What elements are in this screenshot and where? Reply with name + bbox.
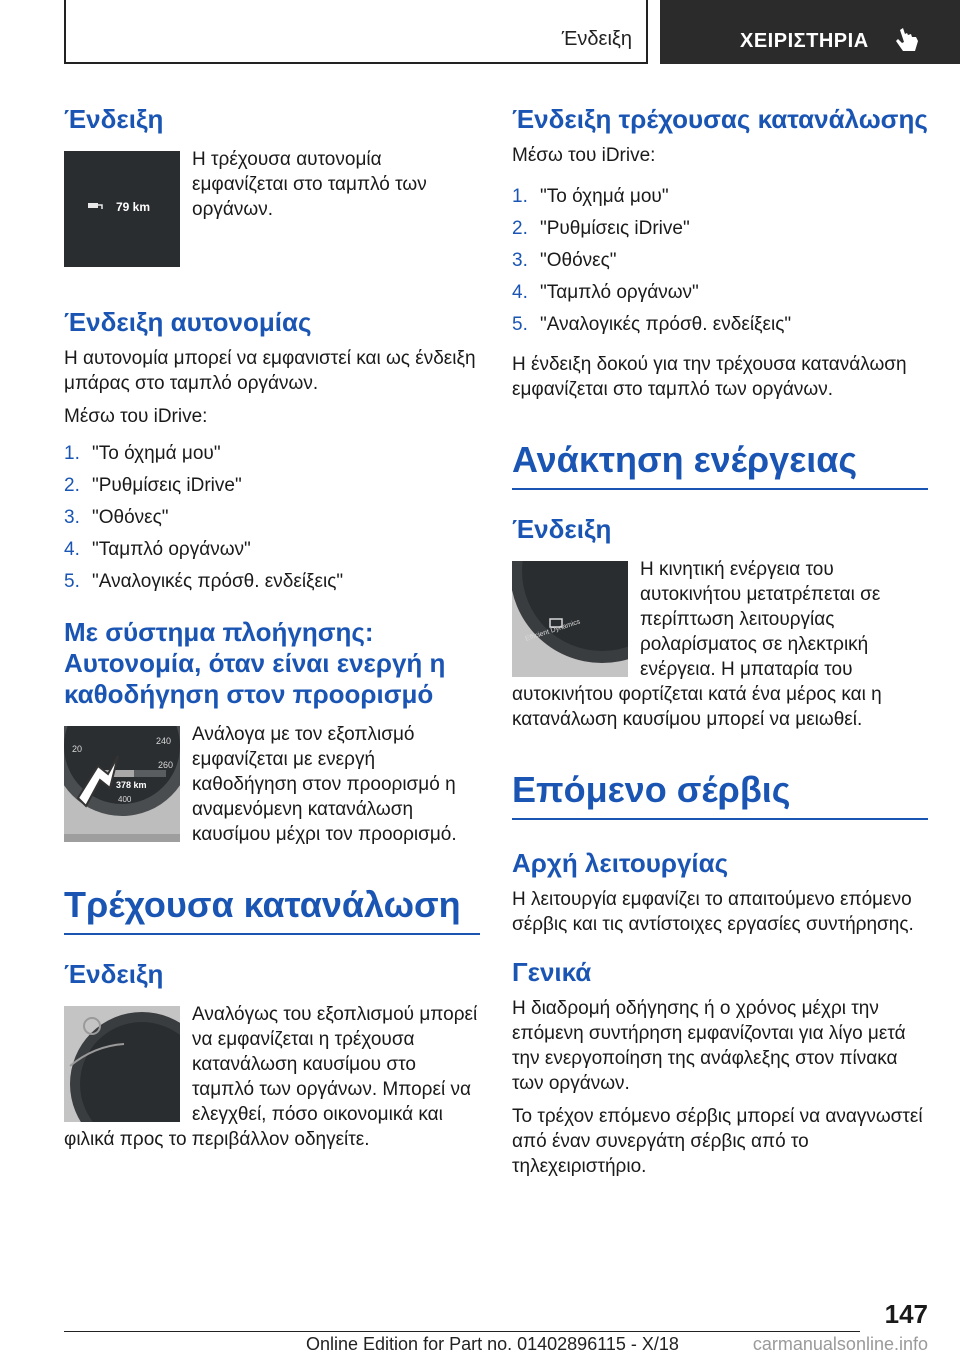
svg-text:400: 400	[118, 795, 132, 804]
section-heading: Γενικά	[512, 957, 592, 987]
footer-divider	[64, 1331, 860, 1332]
hand-pointer-icon	[894, 26, 920, 54]
body-text: Η λειτουργία εμφανίζει το απαιτούμενο επόμενο σέρβις και τις αντίστοιχες εργασίες συντήρησης.	[512, 889, 914, 935]
list-item: 3. "Οθόνες"	[64, 507, 169, 528]
header-chapter-box	[660, 0, 960, 64]
list-item: 1. "Το όχημά μου"	[512, 186, 669, 207]
body-text: Η τρέχουσα αυτονομία εμφανίζεται στο ταμπλό των οργάνων.	[192, 149, 427, 220]
list-item: 2. "Ρυθμίσεις iDrive"	[512, 218, 690, 239]
nav-range-gauge-image	[64, 726, 180, 842]
svg-text:378 km: 378 km	[116, 780, 147, 790]
range-figure-block	[64, 147, 480, 271]
section-heading: Με σύστημα πλοήγησης: Αυτονομία, όταν είναι ενεργή η καθοδήγηση στον προορισμό	[64, 617, 446, 709]
body-text: Η ένδειξη δοκού για την τρέχουσα κατανάλωση εμφανίζεται στο ταμπλό των οργάνων.	[512, 354, 907, 400]
section-heading: Ένδειξη	[512, 514, 612, 544]
section-heading: Ένδειξη τρέχουσας κατανάλωσης	[512, 104, 928, 134]
chapter-heading: Ανάκτηση ενέργειας	[512, 438, 928, 490]
header-chapter-title: ΧΕΙΡΙΣΤΗΡΙΑ	[740, 30, 869, 52]
recuperation-figure-block	[512, 557, 928, 732]
nav-range-figure-block	[64, 722, 480, 847]
section-heading: Ένδειξη	[64, 104, 164, 134]
list-item: 5. "Αναλογικές πρόσθ. ενδείξεις"	[64, 571, 344, 592]
list-item: 4. "Ταμπλό οργάνων"	[64, 539, 251, 560]
range-value: 79 km	[116, 200, 151, 214]
svg-text:260: 260	[158, 760, 174, 770]
body-text: Αναλόγως του εξοπλισμού μπορεί να εμφανίζεται η τρέχουσα κατανάλωση καυσίμου στο ταμπλό των οργάνων. Μπορεί να ελεγχθεί, πόσο οικονομικά και φιλικά προς το περιβάλλον οδηγείτε.	[64, 1004, 478, 1150]
body-text: Η κινητική ενέργεια του αυτοκινήτου μετατρέπεται σε περίπτωση λειτουργίας ρολαρίσματος σε ηλεκτρική ενέργεια. Η μπαταρία του αυτοκινήτου φορτίζεται κατά ένα μέρος και η κατανάλωση καυσίμου μπορεί να μειωθεί.	[512, 559, 882, 730]
body-text: Ανάλογα με τον εξοπλισμό εμφανίζεται με ενεργή καθοδήγηση στον προορισμό η αναμενόμενη κατανάλωση καυσίμου μέχρι τον προορισμό.	[192, 724, 457, 845]
list-item: 4. "Ταμπλό οργάνων"	[512, 282, 699, 303]
section-heading: Ένδειξη	[64, 959, 164, 989]
range-display-image	[64, 151, 180, 267]
steps-list	[64, 441, 480, 594]
list-item: 2. "Ρυθμίσεις iDrive"	[64, 475, 242, 496]
edition-text: Online Edition for Part no. 01402896115 - X/18	[306, 1334, 679, 1354]
section-heading: Ένδειξη αυτονομίας	[64, 307, 312, 337]
chapter-heading: Επόμενο σέρβις	[512, 768, 928, 820]
watermark-text: carmanualsonline.info	[752, 1334, 928, 1354]
body-text: Η αυτονομία μπορεί να εμφανιστεί και ως ένδειξη μπάρας στο ταμπλό οργάνων.	[64, 348, 476, 394]
body-text: Το τρέχον επόμενο σέρβις μπορεί να αναγνωστεί από έναν συνεργάτη σέρβις από το τηλεχειριστήριο.	[512, 1106, 923, 1177]
body-text: Η διαδρομή οδήγησης ή ο χρόνος μέχρι την επόμενη συντήρηση εμφανίζονται για λίγο μετά την ενεργοποίηση της ανάφλεξης στον πίνακα των οργάνων.	[512, 998, 906, 1094]
svg-text:20: 20	[72, 744, 83, 754]
header-section-box	[64, 0, 648, 64]
header-section-title: Ένδειξη	[561, 28, 632, 50]
via-idrive-text: Μέσω του iDrive:	[64, 406, 208, 427]
fuel-pump-icon	[88, 203, 98, 208]
via-idrive-text: Μέσω του iDrive:	[512, 145, 656, 166]
steps-list	[512, 184, 928, 337]
recuperation-gauge-image	[512, 561, 628, 677]
left-column	[64, 104, 480, 1152]
chapter-heading: Τρέχουσα κατανάλωση	[64, 883, 480, 935]
list-item: 1. "Το όχημά μου"	[64, 443, 221, 464]
list-item: 3. "Οθόνες"	[512, 250, 617, 271]
list-item: 5. "Αναλογικές πρόσθ. ενδείξεις"	[512, 314, 792, 335]
svg-text:Efficient Dynamics: Efficient Dynamics	[524, 618, 582, 643]
right-column	[512, 104, 928, 1179]
section-heading: Αρχή λειτουργίας	[512, 848, 729, 878]
page-number: 147	[884, 1299, 928, 1329]
consumption-gauge-image	[64, 1006, 180, 1122]
consumption-figure-block	[64, 1002, 480, 1152]
svg-text:240: 240	[156, 736, 172, 746]
